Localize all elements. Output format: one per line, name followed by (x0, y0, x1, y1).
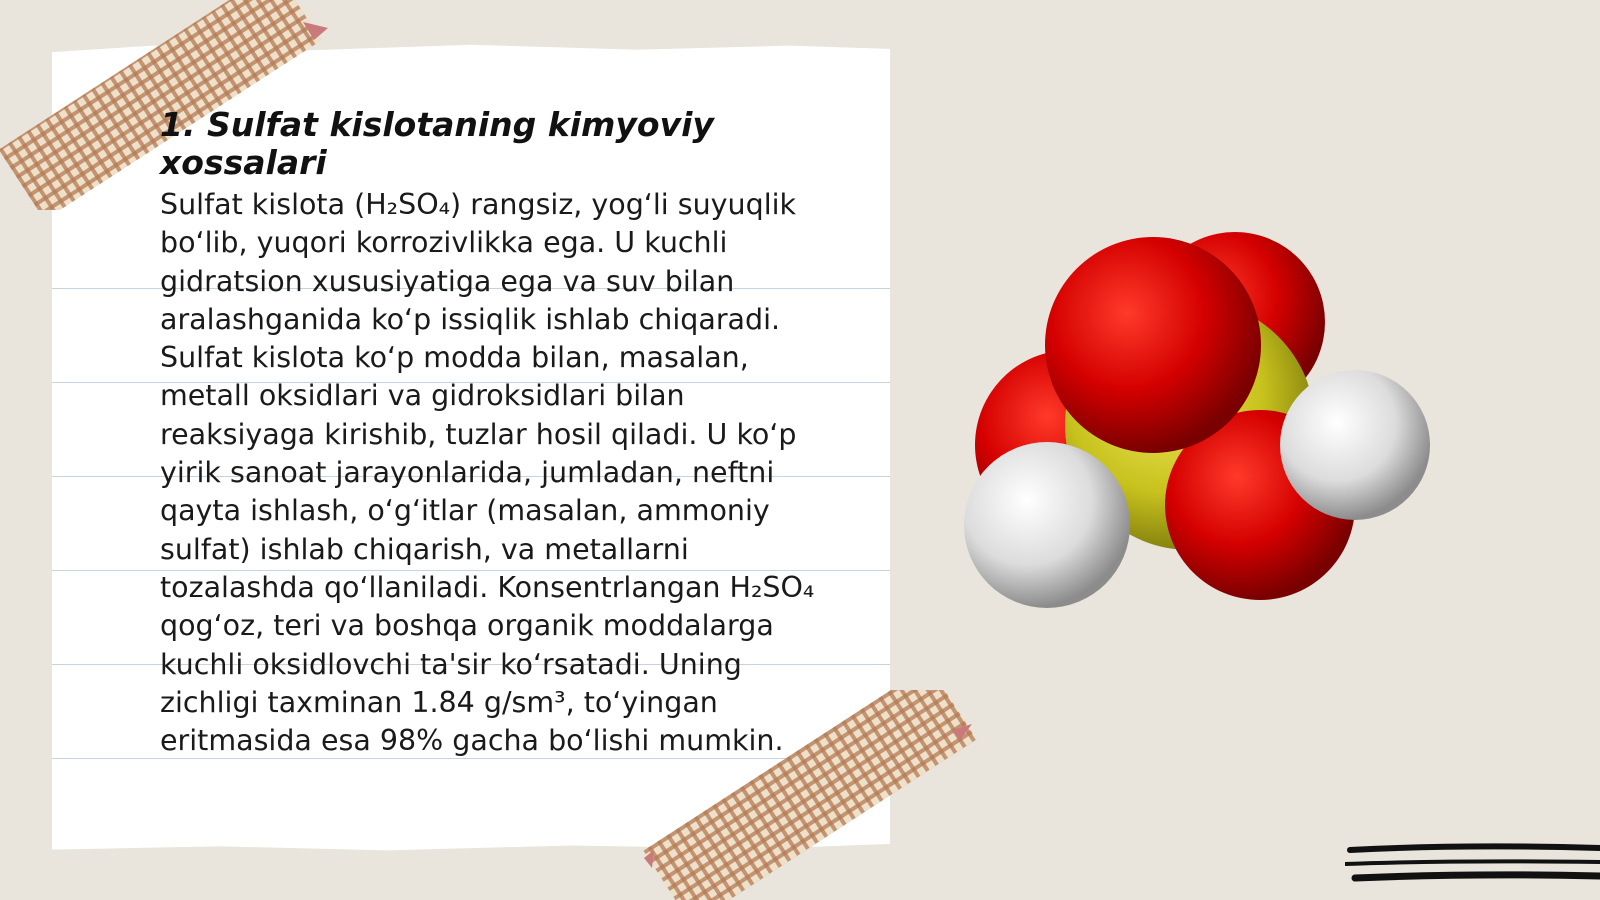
slide-body-text: Sulfat kislota (H₂SO₄) rangsiz, yogʻli suyuqlik boʻlib, yuqori korrozivlikka ega. U kuchli gidratsion xususiyatiga ega va suv bilan aralashganida koʻp issiqlik ishlab chiqaradi. Sulfat kislota koʻp modda bilan, masalan, metall oksidlari va gidroksidlari bilan reaksiyaga kirishib, tuzlar hosil qiladi. U koʻp yirik sanoat jarayonlarida, jumladan, neftni qayta ishlash, oʻgʻitlar (masalan, ammoniy sulfat) ishlab chiqarish, va metallarni tozalashda qoʻllaniladi. Konsentrlangan H₂SO₄ qogʻoz, teri va boshqa organik moddalarga kuchli oksidlovchi ta'sir koʻrsatadi. Uning zichligi taxminan 1.84 g/sm³, toʻyingan eritmasida esa 98% gacha boʻlishi mumkin. (160, 188, 815, 758)
hydrogen-atom (1280, 370, 1430, 520)
sulfuric-acid-molecule-image (955, 215, 1435, 615)
brush-strokes (1345, 842, 1600, 892)
slide-title: 1. Sulfat kislotaning kimyoviy xossalari (160, 105, 714, 182)
hydrogen-atom (964, 442, 1130, 608)
oxygen-atom (1045, 237, 1261, 453)
